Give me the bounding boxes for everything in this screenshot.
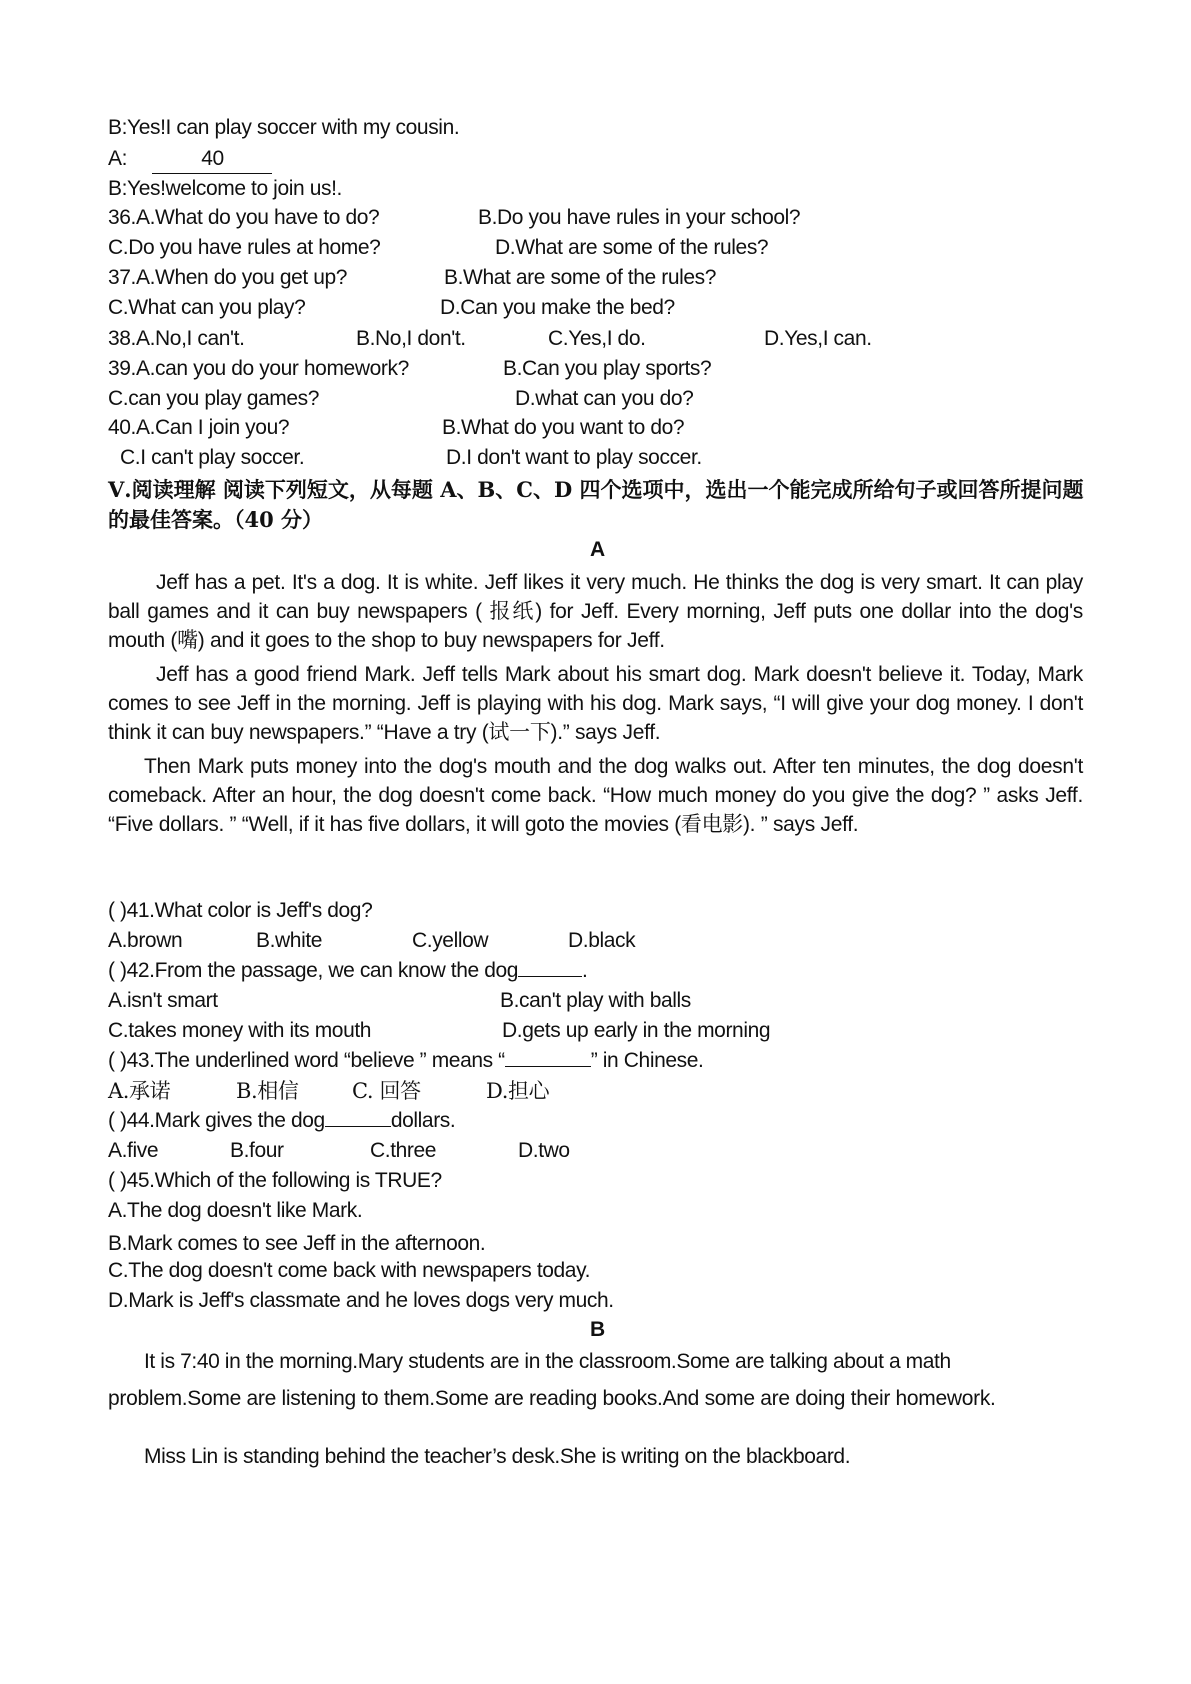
q42-option-d: D.gets up early in the morning <box>502 1019 771 1042</box>
q45-option-a: A.The dog doesn't like Mark. <box>108 1199 363 1222</box>
q43-answer-blank <box>505 1066 591 1067</box>
q45-option-d: D.Mark is Jeff's classmate and he loves dogs very much. <box>108 1289 614 1312</box>
q39-option-c: C.can you play games? <box>108 387 320 410</box>
q42-option-b: B.can't play with balls <box>500 989 691 1012</box>
q42-option-c: C.takes money with its mouth <box>108 1019 372 1042</box>
q43-option-c: C. 回答 <box>352 1079 421 1103</box>
q42-option-a: A.isn't smart <box>108 989 218 1012</box>
passage-b-paragraph-1-rest: problem.Some are listening to them.Some are reading books.And some are doing their homework. <box>108 1387 996 1410</box>
q36-option-a: 36.A.What do you have to do? <box>108 206 380 229</box>
passage-a-paragraph-1: Jeff has a pet. It's a dog. It is white. Jeff likes it very much. He thinks the dog is very smart. It can play ball games and it can buy newspapers ( 报纸) for Jeff. Every morning, Jeff puts one dollar into the dog's mouth (嘴) and it goes to the shop to buy newspapers for Jeff. <box>108 571 1083 652</box>
q40-option-c: C.I can't play soccer. <box>120 446 305 469</box>
q41-stem: ( )41.What color is Jeff's dog? <box>108 899 373 922</box>
q43-option-a: A.承诺 <box>108 1079 171 1103</box>
q41-option-b: B.white <box>256 929 323 952</box>
q37-option-b: B.What are some of the rules? <box>444 266 717 289</box>
q43-tail: ” in Chinese. <box>590 1049 704 1072</box>
q39-option-a: 39.A.can you do your homework? <box>108 357 409 380</box>
q38-option-b: B.No,I don't. <box>356 327 466 350</box>
passage-b-paragraph-1-first-line: It is 7:40 in the morning.Mary students are in the classroom.Some are talking about a math <box>144 1350 951 1373</box>
q44-option-a: A.five <box>108 1139 159 1162</box>
q42-tail: . <box>582 959 588 982</box>
speaker-a-label: A: <box>108 147 128 170</box>
q45-option-c: C.The dog doesn't come back with newspapers today. <box>108 1259 591 1282</box>
q43-stem: ( )43.The underlined word “believe ” means “ <box>108 1049 505 1072</box>
q40-option-d: D.I don't want to play soccer. <box>446 446 702 469</box>
q38-option-d: D.Yes,I can. <box>764 327 872 350</box>
q44-option-d: D.two <box>518 1139 570 1162</box>
q41-option-a: A.brown <box>108 929 183 952</box>
q44-line <box>108 1107 455 1135</box>
q37-option-c: C.What can you play? <box>108 296 306 319</box>
q38-option-c: C.Yes,I do. <box>548 327 646 350</box>
q36-option-b: B.Do you have rules in your school? <box>478 206 801 229</box>
passage-b-paragraph-2: Miss Lin is standing behind the teacher’s desk.She is writing on the blackboard. <box>144 1445 851 1468</box>
q36-option-c: C.Do you have rules at home? <box>108 236 381 259</box>
passage-b-heading: B <box>590 1318 606 1341</box>
q44-answer-blank <box>325 1126 391 1127</box>
q37-option-d: D.Can you make the bed? <box>440 296 675 319</box>
q39-option-b: B.Can you play sports? <box>503 357 712 380</box>
q45-option-b: B.Mark comes to see Jeff in the afternoon. <box>108 1232 486 1255</box>
q43-option-d: D.担心 <box>486 1079 550 1103</box>
q38-option-a: 38.A.No,I can't. <box>108 327 245 350</box>
section-5-instructions: Ⅴ.阅读理解 阅读下列短文，从每题 A、B、C、D 四个选项中，选出一个能完成所给句子或回答所提问题的最佳答案。（40 分） <box>108 477 1084 532</box>
q41-option-c: C.yellow <box>412 929 489 952</box>
q44-tail: dollars. <box>390 1109 456 1132</box>
q42-line <box>108 957 587 985</box>
answer-blank-40: 40 <box>152 145 272 174</box>
q43-option-b: B.相信 <box>236 1079 299 1103</box>
q42-answer-blank <box>518 976 582 977</box>
q41-option-d: D.black <box>568 929 636 952</box>
q37-option-a: 37.A.When do you get up? <box>108 266 348 289</box>
q44-stem: ( )44.Mark gives the dog <box>108 1109 325 1132</box>
q36-option-d: D.What are some of the rules? <box>495 236 769 259</box>
q44-option-b: B.four <box>230 1139 284 1162</box>
q42-stem: ( )42.From the passage, we can know the dog <box>108 959 519 982</box>
passage-a-paragraph-2: Jeff has a good friend Mark. Jeff tells Mark about his smart dog. Mark doesn't believe it. Today, Mark comes to see Jeff in the morning. Jeff is playing with his dog. Mark says, “I will give your dog money. I don't think it can buy newspapers.” “Have a try (试一下).” says Jeff. <box>108 663 1083 744</box>
passage-a-paragraph-3: Then Mark puts money into the dog's mouth and the dog walks out. After ten minutes, the dog doesn't comeback. After an hour, the dog doesn't come back. “How much money do you give the dog? ” asks Jeff. “Five dollars. ” “Well, if it has five dollars, it will goto the movies (看电影). ” says Jeff. <box>108 755 1083 836</box>
q40-option-b: B.What do you want to do? <box>442 416 685 439</box>
q39-option-d: D.what can you do? <box>515 387 694 410</box>
q40-option-a: 40.A.Can I join you? <box>108 416 290 439</box>
dialogue-line-a <box>108 145 272 174</box>
passage-a-heading: A <box>590 538 606 561</box>
q45-stem: ( )45.Which of the following is TRUE? <box>108 1169 442 1192</box>
q43-line <box>108 1047 703 1075</box>
q44-option-c: C.three <box>370 1139 437 1162</box>
dialogue-line-b1: B:Yes!I can play soccer with my cousin. <box>108 116 460 139</box>
dialogue-line-b2: B:Yes!welcome to join us!. <box>108 177 342 200</box>
q36-row1 <box>108 204 379 232</box>
